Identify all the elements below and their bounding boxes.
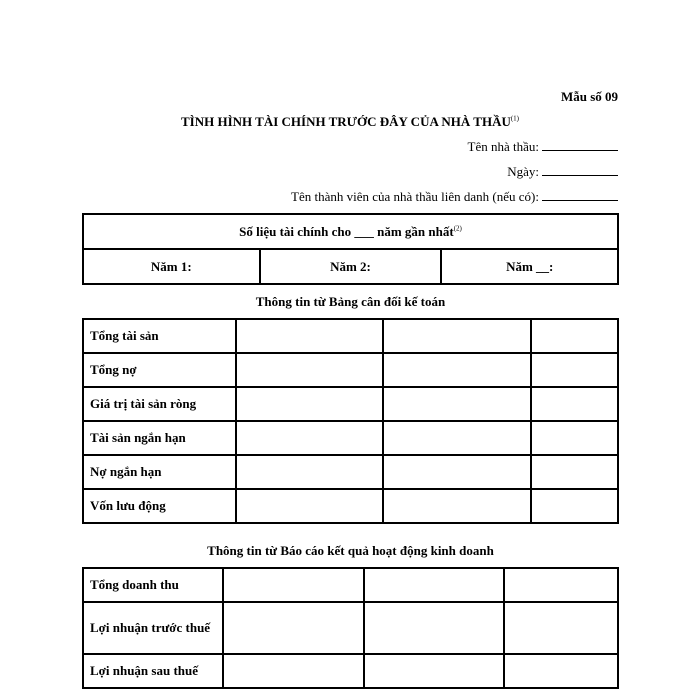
value-cell[interactable] <box>236 353 383 387</box>
value-cell[interactable] <box>531 421 618 455</box>
header-footnote: (2) <box>453 224 462 233</box>
value-cell[interactable] <box>236 455 383 489</box>
financial-data-header <box>83 214 618 249</box>
table-row <box>83 654 618 688</box>
value-cell[interactable] <box>236 387 383 421</box>
table-row <box>83 214 618 249</box>
value-cell[interactable] <box>531 353 618 387</box>
table-row <box>83 353 618 387</box>
value-cell[interactable] <box>383 353 531 387</box>
value-cell[interactable] <box>236 319 383 353</box>
value-cell[interactable] <box>383 319 531 353</box>
value-cell[interactable] <box>236 489 383 523</box>
table-row <box>83 387 618 421</box>
contractor-name-field <box>200 139 618 155</box>
table-row <box>83 421 618 455</box>
table-row <box>83 568 618 602</box>
table-row <box>83 602 618 654</box>
balance-sheet-table <box>82 318 619 524</box>
year-2-cell: Năm 2: <box>260 249 442 284</box>
value-cell[interactable] <box>504 568 618 602</box>
value-cell[interactable] <box>531 489 618 523</box>
title-text: TÌNH HÌNH TÀI CHÍNH TRƯỚC ĐÂY CỦA NHÀ THẦU <box>180 114 511 129</box>
table-row <box>83 455 618 489</box>
value-cell[interactable] <box>223 654 364 688</box>
balance-sheet-title: Thông tin từ Bảng cân đối kế toán <box>255 294 446 309</box>
fill-in-blank[interactable] <box>542 174 618 176</box>
value-cell[interactable] <box>504 602 618 654</box>
field-label: Tên thành viên của nhà thầu liên danh (nếu có): <box>291 189 539 204</box>
row-label: Tổng tài sản <box>83 319 236 353</box>
document-title <box>82 114 618 130</box>
value-cell[interactable] <box>364 568 504 602</box>
row-label: Tổng doanh thu <box>83 568 223 602</box>
value-cell[interactable] <box>531 455 618 489</box>
financial-years-table <box>82 213 619 285</box>
row-label: Tài sản ngắn hạn <box>83 421 236 455</box>
row-label: Vốn lưu động <box>83 489 236 523</box>
value-cell[interactable] <box>383 387 531 421</box>
income-statement-title: Thông tin từ Báo cáo kết quả hoạt động kinh doanh <box>207 543 494 558</box>
value-cell[interactable] <box>364 602 504 654</box>
fill-in-blank[interactable] <box>542 149 618 151</box>
income-statement-table <box>82 567 619 689</box>
value-cell[interactable] <box>531 319 618 353</box>
joint-venture-member-field <box>200 189 618 205</box>
row-label: Nợ ngắn hạn <box>83 455 236 489</box>
value-cell[interactable] <box>531 387 618 421</box>
field-label: Ngày: <box>507 164 539 179</box>
value-cell[interactable] <box>383 455 531 489</box>
form-number: Mẫu số 09 <box>560 89 618 104</box>
title-footnote: (1) <box>510 114 520 123</box>
row-label: Giá trị tài sản ròng <box>83 387 236 421</box>
table-row <box>83 489 618 523</box>
row-label: Lợi nhuận trước thuế <box>83 602 223 654</box>
value-cell[interactable] <box>236 421 383 455</box>
row-label: Lợi nhuận sau thuế <box>83 654 223 688</box>
value-cell[interactable] <box>383 421 531 455</box>
header-text: Số liệu tài chính cho ___ năm gần nhất <box>239 223 454 239</box>
value-cell[interactable] <box>223 602 364 654</box>
fill-in-blank[interactable] <box>542 199 618 201</box>
year-n-cell: Năm __: <box>441 249 618 284</box>
year-1-cell: Năm 1: <box>83 249 260 284</box>
value-cell[interactable] <box>364 654 504 688</box>
date-field <box>200 164 618 180</box>
field-label: Tên nhà thầu: <box>467 139 539 154</box>
value-cell[interactable] <box>504 654 618 688</box>
value-cell[interactable] <box>223 568 364 602</box>
value-cell[interactable] <box>383 489 531 523</box>
table-row <box>83 249 618 284</box>
row-label: Tổng nợ <box>83 353 236 387</box>
table-row <box>83 319 618 353</box>
